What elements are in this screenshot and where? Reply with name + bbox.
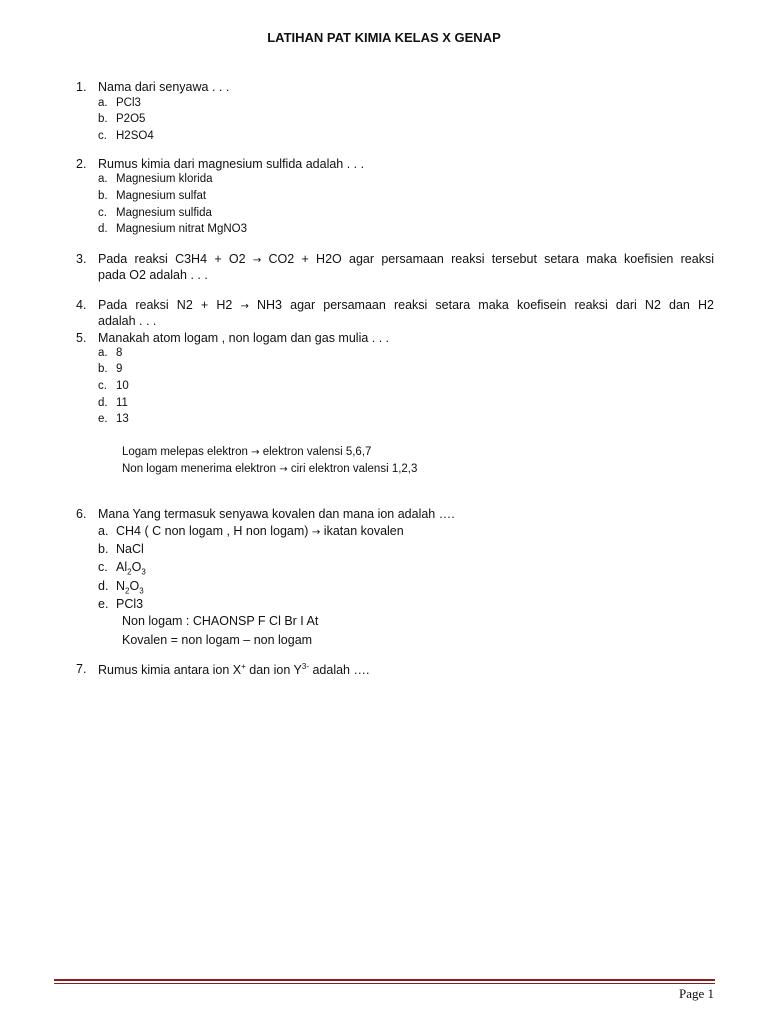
q5-option-label: b. — [98, 363, 108, 375]
arrow-icon: → — [311, 527, 321, 538]
q5-option-label: e. — [98, 413, 108, 425]
q5-option-label: a. — [98, 347, 108, 359]
q6-option-label: b. — [98, 542, 109, 556]
q5-option-text: 10 — [116, 380, 129, 392]
q2-option-text: Magnesium klorida — [116, 173, 213, 185]
page-title: LATIHAN PAT KIMIA KELAS X GENAP — [267, 30, 501, 45]
q5-option-text: 9 — [116, 363, 123, 375]
q2-option-label: d. — [98, 223, 108, 235]
question-4-line-2: adalah . . . — [98, 314, 157, 328]
question-3-line-2: pada O2 adalah . . . — [98, 268, 208, 282]
q2-option-text: Magnesium sulfat — [116, 190, 207, 202]
question-6-text: Mana Yang termasuk senyawa kovalen dan mana ion adalah …. — [98, 507, 455, 521]
arrow-icon: → — [251, 447, 260, 458]
q5-option-text: 8 — [116, 347, 123, 359]
q1-option-text: PCl3 — [116, 97, 141, 109]
arrow-icon: → — [240, 301, 249, 312]
q2-option-text: Magnesium nitrat MgNO3 — [116, 223, 248, 235]
q6-option-label: d. — [98, 579, 109, 593]
question-1-text: Nama dari senyawa . . . — [98, 80, 230, 94]
question-5-number: 5. — [76, 331, 87, 345]
q1-option-label: c. — [98, 130, 107, 142]
q6-note-2: Kovalen = non logam – non logam — [122, 633, 313, 647]
q2-option-label: a. — [98, 173, 108, 185]
question-2-text: Rumus kimia dari magnesium sulfida adalah . . . — [98, 157, 365, 171]
question-4-number: 4. — [76, 298, 87, 312]
q1-option-label: b. — [98, 113, 108, 125]
q6-option-e-text: PCl3 — [116, 597, 144, 611]
q5-option-label: c. — [98, 380, 107, 392]
q2-option-text: Magnesium sulfida — [116, 207, 212, 219]
arrow-icon: → — [252, 255, 262, 266]
q1-option-label: a. — [98, 97, 108, 109]
q2-option-label: c. — [98, 207, 107, 219]
question-5-text: Manakah atom logam , non logam dan gas mulia . . . — [98, 331, 390, 345]
question-2-number: 2. — [76, 157, 87, 171]
question-6-number: 6. — [76, 507, 87, 521]
q6-option-d-text: $N_2O_3$ — [116, 579, 144, 596]
footer-divider — [54, 979, 715, 981]
question-1-number: 1. — [76, 80, 87, 94]
q5-note-1: Logam melepas elektron → elektron valensi 5,6,7 — [122, 446, 372, 458]
arrow-icon: → — [279, 464, 288, 475]
q2-option-label: b. — [98, 190, 108, 202]
question-7-text: Rumus kimia antara ion X+ dan ion $Y^{3-}$ adalah …. — [98, 662, 370, 678]
page-number: Page 1 — [678, 986, 714, 1001]
q5-note-2: Non logam menerima elektron → ciri elektron valensi 1,2,3 — [122, 463, 418, 475]
footer-divider-thin — [54, 983, 715, 984]
question-7-number: 7. — [76, 662, 87, 676]
question-4-line-1: Pada reaksi N2 + H2 → NH3 agar persamaan reaksi setara maka koefisein reaksi dari N2 dan H2 — [98, 298, 714, 312]
q6-note-1: Non logam : CHAONSP F Cl Br I At — [122, 614, 319, 628]
q5-option-text: 11 — [116, 397, 128, 409]
q5-option-label: d. — [98, 397, 108, 409]
q1-option-text: P2O5 — [116, 113, 146, 125]
q1-option-text: H2SO4 — [116, 130, 154, 142]
q6-option-label: a. — [98, 524, 109, 538]
q6-option-label: e. — [98, 597, 109, 611]
q5-option-text: 13 — [116, 413, 129, 425]
q6-option-a-text: CH4 ( C non logam , H non logam) → ikatan kovalen — [116, 524, 404, 538]
question-3-number: 3. — [76, 252, 87, 266]
q6-option-b-text: NaCl — [116, 542, 144, 556]
question-3-line-1: Pada reaksi C3H4 + O2 → CO2 + H2O agar persamaan reaksi tersebut setara maka koefisien reaksi — [98, 252, 714, 266]
q6-option-c-text: $Al_2O_3$ — [116, 560, 146, 577]
q6-option-label: c. — [98, 560, 108, 574]
